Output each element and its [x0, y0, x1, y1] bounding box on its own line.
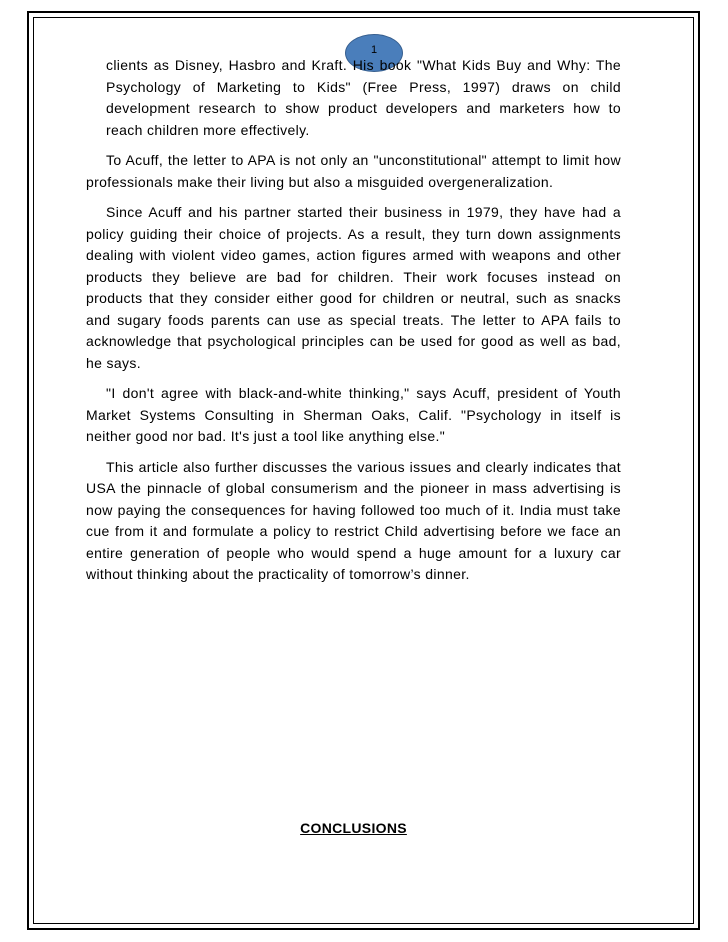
paragraph-clients: clients as Disney, Hasbro and Kraft. His book "What Kids Buy and Why: The Psychology of Marketing to Kids" (Free Press, 1997) draws on child development research to show product developers and marketers how to reach children more effectively.	[106, 57, 621, 138]
document-body	[86, 55, 621, 595]
page-number: 1	[370, 44, 378, 56]
paragraph-quote: "I don't agree with black-and-white thinking," says Acuff, president of Youth Market Systems Consulting in Sherman Oaks, Calif. "Psychology in itself is neither good nor bad. It's just a tool like anything else."	[86, 385, 621, 444]
paragraph-business-policy: Since Acuff and his partner started their business in 1979, they have had a policy guiding their choice of projects. As a result, they turn down assignments dealing with violent video games, action figures armed with weapons and other products they believe are bad for children. Their work focuses instead on products that they consider either good for children or neutral, such as snacks and sugary foods parents can use as special treats. The letter to APA fails to acknowledge that psychological principles can be used for good as well as bad, he says.	[86, 204, 621, 371]
paragraph-article-summary: This article also further discusses the various issues and clearly indicates that USA the pinnacle of global consumerism and the pioneer in mass advertising is now paying the consequences for having followed too much of it. India must take cue from it and formulate a policy to restrict Child advertising before we face an entire generation of people who would spend a huge amount for a luxury car without thinking about the practicality of tomorrow’s dinner.	[86, 458, 621, 582]
paragraph-acuff-letter: To Acuff, the letter to APA is not only an "unconstitutional" attempt to limit how professionals make their living but also a misguided overgeneralization.	[86, 152, 621, 190]
section-heading-conclusions: CONCLUSIONS	[300, 820, 407, 836]
